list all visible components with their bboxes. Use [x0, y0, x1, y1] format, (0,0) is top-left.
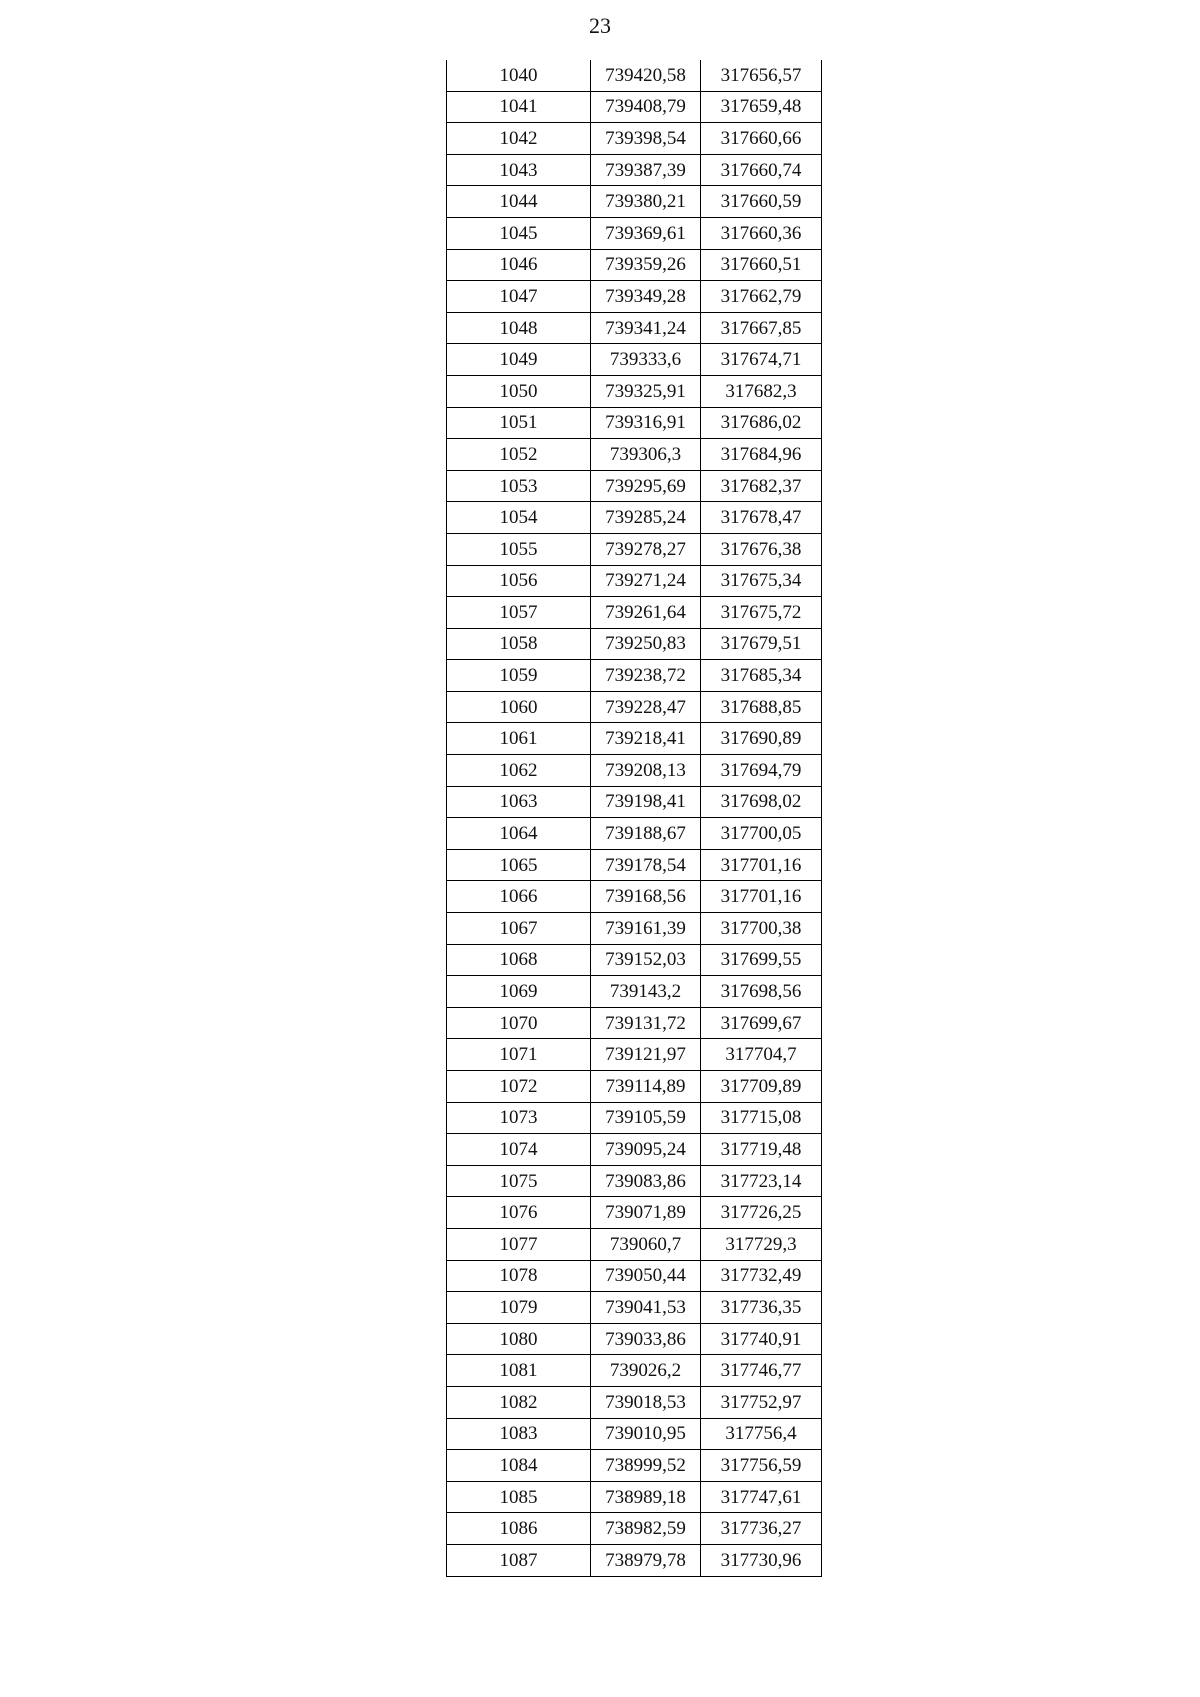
x-coordinate-cell: 739341,24 [591, 312, 701, 344]
x-coordinate-cell: 739295,69 [591, 470, 701, 502]
x-coordinate-cell: 739105,59 [591, 1102, 701, 1134]
x-coordinate-cell: 739238,72 [591, 660, 701, 692]
y-coordinate-cell: 317679,51 [701, 628, 822, 660]
table-row [447, 1071, 822, 1103]
table-row [447, 913, 822, 945]
table-row [447, 60, 822, 91]
y-coordinate-cell: 317700,05 [701, 818, 822, 850]
table-row [447, 344, 822, 376]
coordinates-table-body [447, 60, 822, 1576]
table-row [447, 1323, 822, 1355]
point-number-cell: 1080 [447, 1323, 591, 1355]
table-row [447, 818, 822, 850]
x-coordinate-cell: 739325,91 [591, 375, 701, 407]
point-number-cell: 1083 [447, 1418, 591, 1450]
x-coordinate-cell: 739285,24 [591, 502, 701, 534]
y-coordinate-cell: 317676,38 [701, 533, 822, 565]
table-row [447, 1260, 822, 1292]
y-coordinate-cell: 317719,48 [701, 1134, 822, 1166]
table-row [447, 375, 822, 407]
point-number-cell: 1053 [447, 470, 591, 502]
y-coordinate-cell: 317698,02 [701, 786, 822, 818]
y-coordinate-cell: 317684,96 [701, 439, 822, 471]
x-coordinate-cell: 739349,28 [591, 281, 701, 313]
point-number-cell: 1068 [447, 944, 591, 976]
y-coordinate-cell: 317660,66 [701, 123, 822, 155]
x-coordinate-cell: 739398,54 [591, 123, 701, 155]
table-row [447, 1039, 822, 1071]
table-row [447, 786, 822, 818]
y-coordinate-cell: 317699,55 [701, 944, 822, 976]
y-coordinate-cell: 317685,34 [701, 660, 822, 692]
y-coordinate-cell: 317660,51 [701, 249, 822, 281]
table-row [447, 1355, 822, 1387]
point-number-cell: 1065 [447, 849, 591, 881]
x-coordinate-cell: 739333,6 [591, 344, 701, 376]
x-coordinate-cell: 739306,3 [591, 439, 701, 471]
point-number-cell: 1057 [447, 597, 591, 629]
y-coordinate-cell: 317701,16 [701, 881, 822, 913]
point-number-cell: 1076 [447, 1197, 591, 1229]
point-number-cell: 1050 [447, 375, 591, 407]
table-row [447, 312, 822, 344]
point-number-cell: 1069 [447, 976, 591, 1008]
y-coordinate-cell: 317700,38 [701, 913, 822, 945]
table-row [447, 533, 822, 565]
table-row [447, 881, 822, 913]
point-number-cell: 1070 [447, 1007, 591, 1039]
point-number-cell: 1040 [447, 60, 591, 91]
point-number-cell: 1047 [447, 281, 591, 313]
x-coordinate-cell: 739041,53 [591, 1292, 701, 1324]
table-row [447, 628, 822, 660]
point-number-cell: 1085 [447, 1481, 591, 1513]
point-number-cell: 1042 [447, 123, 591, 155]
x-coordinate-cell: 739228,47 [591, 691, 701, 723]
x-coordinate-cell: 739050,44 [591, 1260, 701, 1292]
table-row [447, 470, 822, 502]
point-number-cell: 1059 [447, 660, 591, 692]
table-row [447, 723, 822, 755]
x-coordinate-cell: 738989,18 [591, 1481, 701, 1513]
x-coordinate-cell: 739420,58 [591, 60, 701, 91]
point-number-cell: 1048 [447, 312, 591, 344]
x-coordinate-cell: 739408,79 [591, 91, 701, 123]
point-number-cell: 1077 [447, 1228, 591, 1260]
point-number-cell: 1071 [447, 1039, 591, 1071]
y-coordinate-cell: 317688,85 [701, 691, 822, 723]
y-coordinate-cell: 317726,25 [701, 1197, 822, 1229]
x-coordinate-cell: 739095,24 [591, 1134, 701, 1166]
x-coordinate-cell: 739071,89 [591, 1197, 701, 1229]
point-number-cell: 1058 [447, 628, 591, 660]
x-coordinate-cell: 739033,86 [591, 1323, 701, 1355]
y-coordinate-cell: 317659,48 [701, 91, 822, 123]
point-number-cell: 1081 [447, 1355, 591, 1387]
point-number-cell: 1066 [447, 881, 591, 913]
table-row [447, 154, 822, 186]
x-coordinate-cell: 739060,7 [591, 1228, 701, 1260]
point-number-cell: 1045 [447, 217, 591, 249]
page-number: 23 [589, 13, 611, 38]
table-row [447, 597, 822, 629]
table-row [447, 1513, 822, 1545]
table-row [447, 439, 822, 471]
coordinates-table [446, 60, 822, 1577]
x-coordinate-cell: 739250,83 [591, 628, 701, 660]
x-coordinate-cell: 739131,72 [591, 1007, 701, 1039]
y-coordinate-cell: 317709,89 [701, 1071, 822, 1103]
point-number-cell: 1087 [447, 1544, 591, 1576]
table-row [447, 1386, 822, 1418]
x-coordinate-cell: 739121,97 [591, 1039, 701, 1071]
y-coordinate-cell: 317729,3 [701, 1228, 822, 1260]
y-coordinate-cell: 317675,34 [701, 565, 822, 597]
y-coordinate-cell: 317756,59 [701, 1450, 822, 1482]
table-row [447, 502, 822, 534]
point-number-cell: 1067 [447, 913, 591, 945]
y-coordinate-cell: 317736,27 [701, 1513, 822, 1545]
y-coordinate-cell: 317662,79 [701, 281, 822, 313]
point-number-cell: 1074 [447, 1134, 591, 1166]
point-number-cell: 1049 [447, 344, 591, 376]
table-row [447, 849, 822, 881]
y-coordinate-cell: 317674,71 [701, 344, 822, 376]
point-number-cell: 1046 [447, 249, 591, 281]
table-row [447, 1292, 822, 1324]
point-number-cell: 1072 [447, 1071, 591, 1103]
y-coordinate-cell: 317678,47 [701, 502, 822, 534]
x-coordinate-cell: 739261,64 [591, 597, 701, 629]
point-number-cell: 1062 [447, 755, 591, 787]
table-row [447, 944, 822, 976]
y-coordinate-cell: 317660,36 [701, 217, 822, 249]
y-coordinate-cell: 317675,72 [701, 597, 822, 629]
table-row [447, 217, 822, 249]
x-coordinate-cell: 739114,89 [591, 1071, 701, 1103]
point-number-cell: 1052 [447, 439, 591, 471]
y-coordinate-cell: 317686,02 [701, 407, 822, 439]
x-coordinate-cell: 739387,39 [591, 154, 701, 186]
x-coordinate-cell: 739026,2 [591, 1355, 701, 1387]
point-number-cell: 1078 [447, 1260, 591, 1292]
table-row [447, 1450, 822, 1482]
y-coordinate-cell: 317660,74 [701, 154, 822, 186]
y-coordinate-cell: 317694,79 [701, 755, 822, 787]
table-row [447, 691, 822, 723]
y-coordinate-cell: 317698,56 [701, 976, 822, 1008]
table-row [447, 123, 822, 155]
x-coordinate-cell: 739369,61 [591, 217, 701, 249]
point-number-cell: 1086 [447, 1513, 591, 1545]
x-coordinate-cell: 739168,56 [591, 881, 701, 913]
point-number-cell: 1075 [447, 1165, 591, 1197]
table-row [447, 976, 822, 1008]
x-coordinate-cell: 739018,53 [591, 1386, 701, 1418]
y-coordinate-cell: 317730,96 [701, 1544, 822, 1576]
y-coordinate-cell: 317682,37 [701, 470, 822, 502]
point-number-cell: 1063 [447, 786, 591, 818]
table-row [447, 1481, 822, 1513]
y-coordinate-cell: 317701,16 [701, 849, 822, 881]
table-row [447, 249, 822, 281]
y-coordinate-cell: 317667,85 [701, 312, 822, 344]
x-coordinate-cell: 739161,39 [591, 913, 701, 945]
point-number-cell: 1043 [447, 154, 591, 186]
x-coordinate-cell: 739152,03 [591, 944, 701, 976]
x-coordinate-cell: 739208,13 [591, 755, 701, 787]
y-coordinate-cell: 317690,89 [701, 723, 822, 755]
y-coordinate-cell: 317704,7 [701, 1039, 822, 1071]
x-coordinate-cell: 739188,67 [591, 818, 701, 850]
table-row [447, 91, 822, 123]
point-number-cell: 1061 [447, 723, 591, 755]
x-coordinate-cell: 739178,54 [591, 849, 701, 881]
point-number-cell: 1056 [447, 565, 591, 597]
table-row [447, 281, 822, 313]
x-coordinate-cell: 739359,26 [591, 249, 701, 281]
point-number-cell: 1051 [447, 407, 591, 439]
x-coordinate-cell: 739218,41 [591, 723, 701, 755]
table-row [447, 1007, 822, 1039]
y-coordinate-cell: 317746,77 [701, 1355, 822, 1387]
x-coordinate-cell: 739010,95 [591, 1418, 701, 1450]
point-number-cell: 1041 [447, 91, 591, 123]
y-coordinate-cell: 317732,49 [701, 1260, 822, 1292]
table-row [447, 186, 822, 218]
point-number-cell: 1060 [447, 691, 591, 723]
table-row [447, 1418, 822, 1450]
y-coordinate-cell: 317699,67 [701, 1007, 822, 1039]
y-coordinate-cell: 317660,59 [701, 186, 822, 218]
table-row [447, 1228, 822, 1260]
table-row [447, 407, 822, 439]
point-number-cell: 1082 [447, 1386, 591, 1418]
x-coordinate-cell: 739143,2 [591, 976, 701, 1008]
table-row [447, 1102, 822, 1134]
y-coordinate-cell: 317740,91 [701, 1323, 822, 1355]
x-coordinate-cell: 739380,21 [591, 186, 701, 218]
table-row [447, 565, 822, 597]
point-number-cell: 1054 [447, 502, 591, 534]
y-coordinate-cell: 317656,57 [701, 60, 822, 91]
y-coordinate-cell: 317682,3 [701, 375, 822, 407]
point-number-cell: 1079 [447, 1292, 591, 1324]
point-number-cell: 1044 [447, 186, 591, 218]
point-number-cell: 1055 [447, 533, 591, 565]
y-coordinate-cell: 317752,97 [701, 1386, 822, 1418]
y-coordinate-cell: 317736,35 [701, 1292, 822, 1324]
point-number-cell: 1064 [447, 818, 591, 850]
x-coordinate-cell: 739198,41 [591, 786, 701, 818]
x-coordinate-cell: 739083,86 [591, 1165, 701, 1197]
point-number-cell: 1084 [447, 1450, 591, 1482]
x-coordinate-cell: 739316,91 [591, 407, 701, 439]
table-row [447, 1165, 822, 1197]
point-number-cell: 1073 [447, 1102, 591, 1134]
x-coordinate-cell: 738999,52 [591, 1450, 701, 1482]
table-row [447, 1544, 822, 1576]
table-row [447, 1134, 822, 1166]
y-coordinate-cell: 317747,61 [701, 1481, 822, 1513]
y-coordinate-cell: 317715,08 [701, 1102, 822, 1134]
x-coordinate-cell: 739271,24 [591, 565, 701, 597]
table-row [447, 660, 822, 692]
x-coordinate-cell: 739278,27 [591, 533, 701, 565]
x-coordinate-cell: 738982,59 [591, 1513, 701, 1545]
x-coordinate-cell: 738979,78 [591, 1544, 701, 1576]
table-row [447, 755, 822, 787]
y-coordinate-cell: 317723,14 [701, 1165, 822, 1197]
y-coordinate-cell: 317756,4 [701, 1418, 822, 1450]
table-row [447, 1197, 822, 1229]
